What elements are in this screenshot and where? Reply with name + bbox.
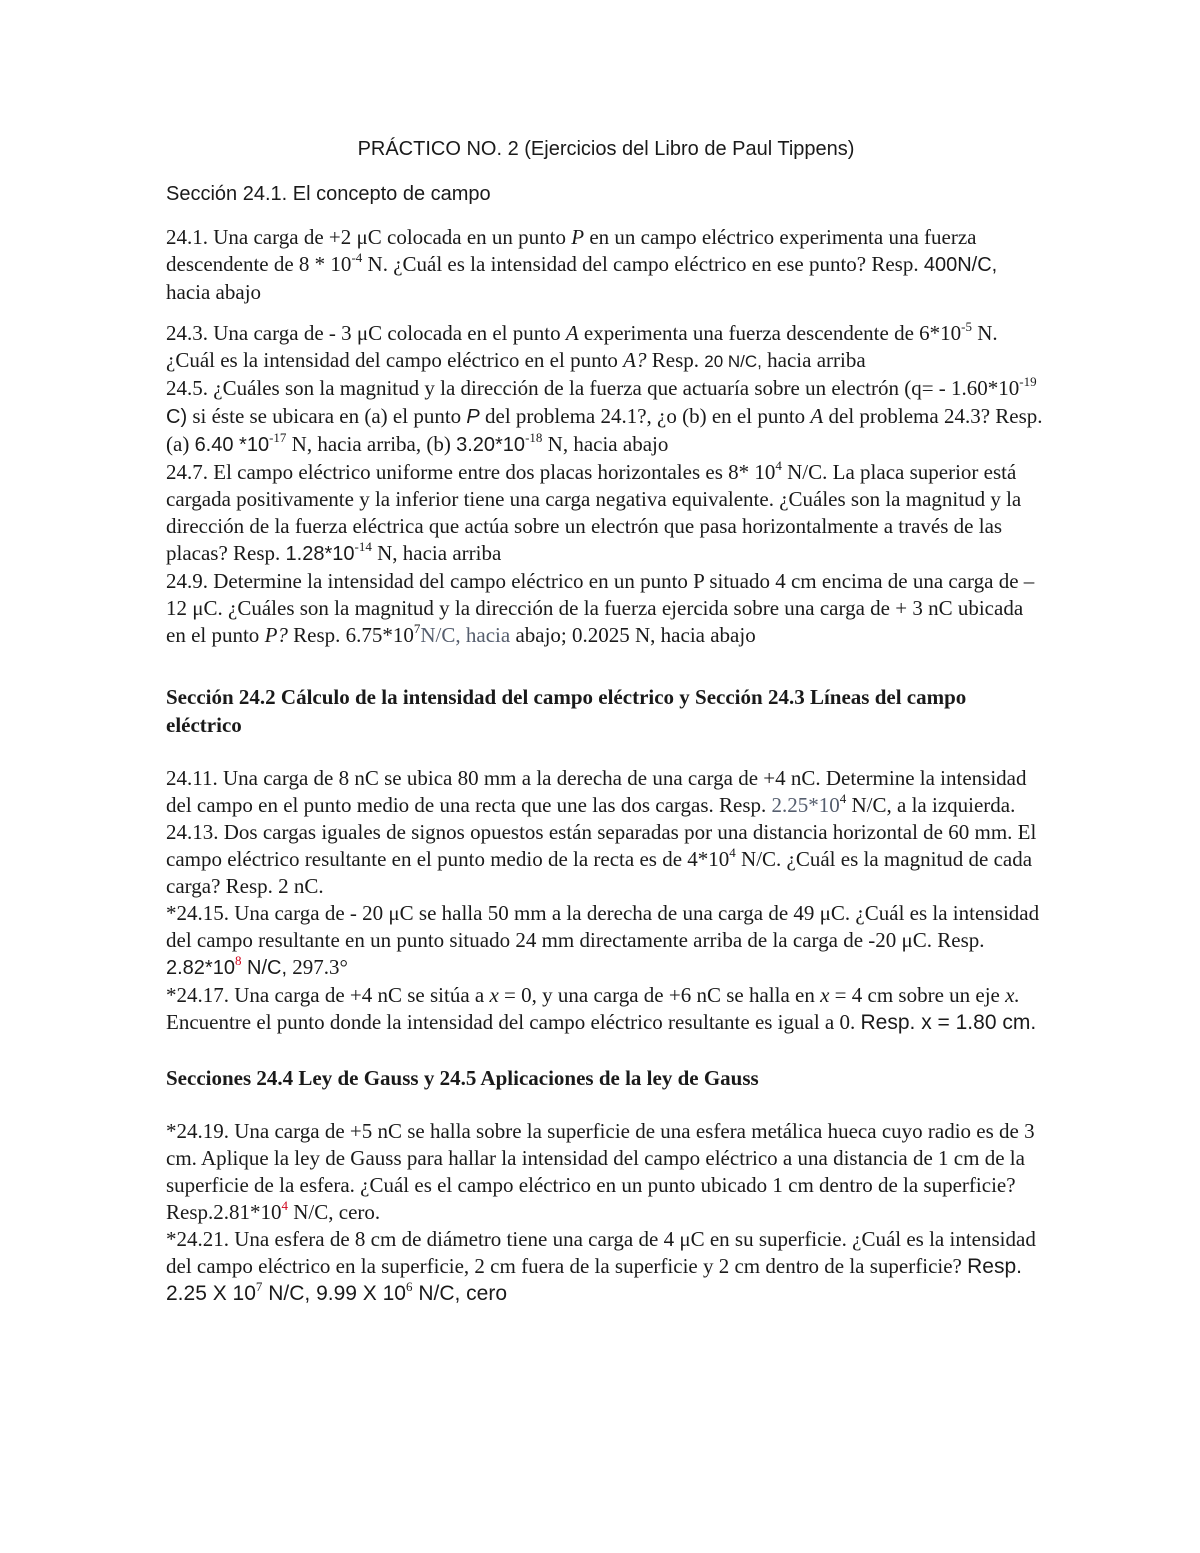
exercise-24-15: *24.15. Una carga de - 20 μC se halla 50 mm a la derecha de una carga de 49 μC. ¿Cuál es la intensidad del campo resultante en un punto situado 24 mm directamente arriba de la carga de -20 μC. Resp. $2.82*10^8$ N/C, 297.3° — [166, 901, 1040, 979]
exercise-24-3: 24.3. Una carga de - 3 μC colocada en el punto A experimenta una fuerza descendente de $6*10^{-5}$ N. ¿Cuál es la intensidad del campo eléctrico en el punto A? Resp. 20 N/C, hacia arriba — [166, 319, 998, 372]
exercise-24-5: 24.5. ¿Cuáles son la magnitud y la dirección de la fuerza que actuaría sobre un electrón ($q= - 1.60*10^{-19}$ C) si éste se ubicara en (a) el punto P del problema 24.1?, ¿o (b) en el punto A del problema 24.3? Resp. (a) 6.40 $*10^{-17}$ N, hacia arriba, (b) $3.20*10^{-18}$ N, hacia abajo — [166, 374, 1043, 456]
document-page — [166, 138, 1046, 1307]
exercise-24-17: *24.17. Una carga de +4 nC se sitúa a x = 0, y una carga de +6 nC se halla en x = 4 cm sobre un eje x. Encuentre el punto donde la intensidad del campo eléctrico resultante es igual a 0. Resp. x = 1.80 cm. — [166, 983, 1037, 1034]
section-heading-24-1: Sección 24.1. El concepto de campo — [166, 183, 491, 205]
exercise-24-19: *24.19. Una carga de +5 nC se halla sobre la superficie de una esfera metálica hueca cuyo radio es de 3 cm. Aplique la ley de Gauss para hallar la intensidad del campo eléctrico a una distancia de 1 cm de la superficie de la esfera. ¿Cuál es el campo eléctrico en un punto ubicado 1 cm dentro de la superficie? $Resp.2.81*10^4$ N/C, cero. — [166, 1119, 1035, 1224]
exercise-24-1: 24.1. Una carga de +2 μC colocada en un punto P en un campo eléctrico experimenta una fuerza descendente de $8 * 10^{-4}$ N. ¿Cuál es la intensidad del campo eléctrico en ese punto? Resp. 400N/C, hacia abajo — [166, 225, 998, 304]
section-heading-24-4: Secciones 24.4 Ley de Gauss y 24.5 Aplicaciones de la ley de Gauss — [166, 1066, 759, 1090]
exercise-24-11: 24.11. Una carga de 8 nC se ubica 80 mm a la derecha de una carga de +4 nC. Determine la intensidad del campo en el punto medio de una recta que une las dos cargas. Resp. $2.25*10^4$ N/C, a la izquierda. — [166, 766, 1027, 817]
document-title: PRÁCTICO NO. 2 (Ejercicios del Libro de Paul Tippens) — [357, 138, 855, 160]
exercise-24-9: 24.9. Determine la intensidad del campo eléctrico en un punto P situado 4 cm encima de una carga de – 12 μC. ¿Cuáles son la magnitud y la dirección de la fuerza ejercida sobre una carga de + 3 nC ubicada en el punto P? Resp. $6.75*10^7N/C$, hacia abajo; 0.2025 N, hacia abajo — [166, 569, 1035, 647]
section-heading-24-2: Sección 24.2 Cálculo de la intensidad del campo eléctrico y Sección 24.3 Líneas del campo eléctrico — [166, 685, 967, 737]
exercise-24-13: 24.13. Dos cargas iguales de signos opuestos están separadas por una distancia horizontal de 60 mm. El campo eléctrico resultante en el punto medio de la recta es de $4*10^4$ N/C. ¿Cuál es la magnitud de cada carga? Resp. 2 nC. — [166, 820, 1037, 898]
exercise-24-7: 24.7. El campo eléctrico uniforme entre dos placas horizontales es 8* $10^4$ N/C. La placa superior está cargada positivamente y la inferior tiene una carga negativa equivalente. ¿Cuáles son la magnitud y la dirección de la fuerza eléctrica que actúa sobre un electrón que pasa horizontalmente a través de las placas? Resp. $1.28*10^{-14}$ N, hacia arriba — [166, 458, 1022, 565]
exercise-24-21: *24.21. Una esfera de 8 cm de diámetro tiene una carga de 4 μC en su superficie. ¿Cuál es la intensidad del campo eléctrico en la superficie, 2 cm fuera de la superficie y 2 cm dentro de la superficie? Resp. 2.25 X $10^7$ N/C, 9.99 X $10^6$ N/C, cero — [166, 1227, 1036, 1305]
